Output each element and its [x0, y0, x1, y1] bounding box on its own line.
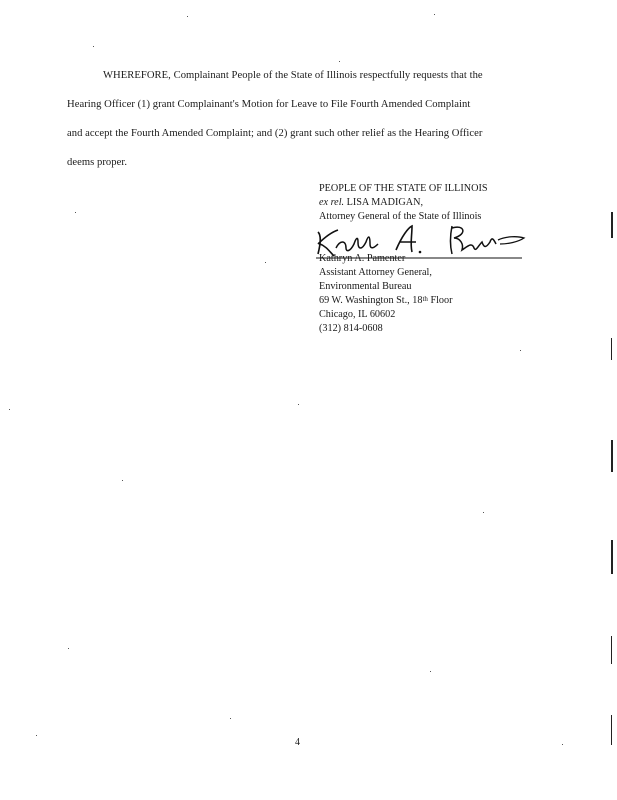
- address-street: 69 W. Washington St., 18: [319, 295, 423, 306]
- scan-speck: [75, 212, 76, 213]
- address-city: Chicago, IL 60602: [319, 309, 396, 320]
- ex-rel-prefix: ex rel.: [319, 197, 345, 208]
- scan-speck: [483, 512, 484, 513]
- scan-edge-mark: [611, 440, 613, 472]
- scan-speck: [9, 409, 10, 410]
- phone-number: (312) 814-0608: [319, 323, 383, 334]
- scan-edge-mark: [611, 636, 612, 664]
- ex-rel-line: [319, 197, 423, 209]
- scan-speck: [122, 480, 123, 481]
- scan-speck: [434, 14, 435, 15]
- scan-speck: [298, 404, 299, 405]
- scan-edge-mark: [611, 715, 612, 745]
- address-street-line: [319, 295, 453, 307]
- body-line-4: deems proper.: [67, 157, 128, 168]
- body-line-1: WHEREFORE, Complainant People of the State of Illinois respectfully requests that the: [103, 70, 483, 81]
- ex-rel-name: LISA MADIGAN,: [346, 197, 424, 208]
- scan-speck: [265, 262, 266, 263]
- scan-speck: [68, 648, 69, 649]
- body-line-2: Hearing Officer (1) grant Complainant's Motion for Leave to File Fourth Amended Complaint: [67, 99, 471, 110]
- scan-edge-mark: [611, 212, 613, 238]
- page-number: 4: [295, 737, 300, 748]
- body-line-3: and accept the Fourth Amended Complaint; and (2) grant such other relief as the Hearing Officer: [67, 128, 483, 139]
- address-floor-suffix: Floor: [427, 295, 453, 306]
- scan-speck: [187, 16, 188, 17]
- scan-speck: [430, 671, 431, 672]
- scan-speck: [562, 744, 563, 745]
- signer-title: Assistant Attorney General,: [319, 267, 432, 278]
- ag-title: Attorney General of the State of Illinois: [319, 211, 482, 222]
- scan-edge-mark: [611, 540, 613, 574]
- signer-name: Kathryn A. Pamenter: [319, 253, 406, 264]
- party-name: PEOPLE OF THE STATE OF ILLINOIS: [319, 183, 488, 194]
- scan-speck: [339, 61, 340, 62]
- scan-edge-mark: [611, 338, 612, 360]
- scan-speck: [36, 735, 37, 736]
- scan-speck: [230, 718, 231, 719]
- scan-speck: [520, 350, 521, 351]
- address-floor-sup: th: [422, 295, 428, 303]
- scan-speck: [93, 46, 94, 47]
- bureau-name: Environmental Bureau: [319, 281, 412, 292]
